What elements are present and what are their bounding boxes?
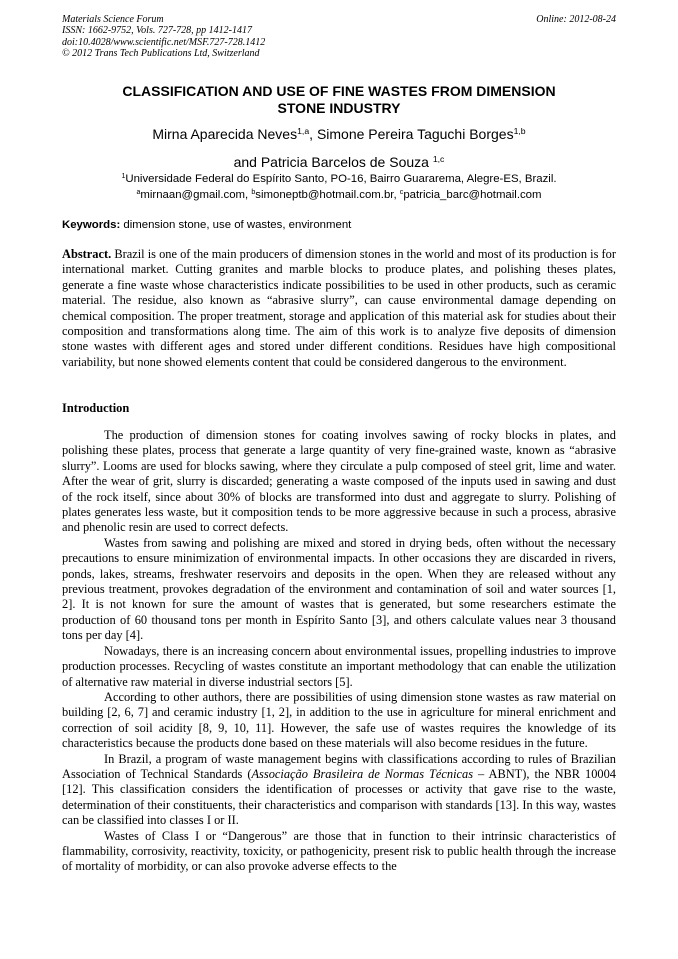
keywords-label: Keywords:	[62, 219, 121, 231]
keywords	[62, 218, 616, 233]
affiliation	[62, 172, 616, 204]
institution: Universidade Federal do Espírito Santo, PO-16, Bairro Guararema, Alegre-ES, Brazil.	[125, 173, 557, 185]
paragraph-part: In Brazil, a program of waste management begins with classifications according to rules of Brazilian Association of Technical Standards (	[62, 751, 616, 781]
email-sup-c: c	[399, 189, 404, 197]
doi-line: doi:10.4028/www.scientific.net/MSF.727-728.1412	[62, 36, 266, 48]
section-heading-introduction: Introduction	[62, 401, 130, 415]
author-1-sup: 1,a	[297, 126, 310, 137]
paragraph-part: – ABNT), the NBR 10004 [12]. This classification considers the identification of processes or activity that gave rise to the waste, determination of their constituents, their characteristics and comparison with standards [13]. In this way, wastes can be classified into classes I or II.	[62, 766, 616, 828]
paragraph: The production of dimension stones for coating involves sawing of rocky blocks in plates, and polishing these plates, process that generate a large quantity of very fine-grained waste, known as “abrasive slurry”. Looms are used for blocks sawing, where they circulate a pulp composed of steel grit, lime and water. After the wear of grit, slurry is discarded; generating a waste composed of the inputs used in sawing and dust of the rock itself, since about 30% of blocks are transformed into dust and aggregate to slurry. Polishing of plates generates less waste, but it composition tends to be more aggressive because in such a process, abrasive and phenolic resin are used to correct defects.	[62, 428, 616, 535]
author-conjunction: and	[233, 154, 261, 170]
copyright-line: © 2012 Trans Tech Publications Ltd, Switzerland	[62, 48, 260, 60]
abstract-text: Brazil is one of the main producers of dimension stones in the world and most of its production is for international market. Cutting granites and marble blocks to produce plates, and polishing theses plates, generate a fine waste whose characteristics indicate possibilities to be used in other products, such as ceramic material. The residue, also known as “abrasive slurry”, can cause environmental damage depending on chemical composition. The proper treatment, storage and application of this material ask for studies about their composition and transformations along time. The aim of this work is to analyze five deposits of dimension stone wastes with different ages and stored under different conditions. Residues have high compositional variability, but none showed elements content that could be considered dangerous to the environment.	[62, 247, 616, 369]
email-sup-b: b	[251, 189, 256, 197]
author-1: Mirna Aparecida Neves	[152, 126, 298, 142]
paragraph: Wastes of Class I or “Dangerous” are those that in function to their intrinsic characteristics of flammability, corrosivity, reactivity, toxicity, or pathogenicity, present risk to public health through the increase of mortality of morbidity, or can also provoke adverse effects to the	[62, 828, 616, 874]
emails-line	[62, 188, 616, 204]
journal-header	[62, 14, 616, 60]
title-line-1: CLASSIFICATION AND USE OF FINE WASTES FROM DIMENSION	[122, 83, 556, 99]
paragraph: Nowadays, there is an increasing concern about environmental issues, propelling industries to improve production processes. Recycling of wastes constitute an important methodology that can enable the utilization of alternative raw material in diverse industrial sectors [5].	[62, 643, 616, 689]
online-date: Online: 2012-08-24	[536, 14, 616, 25]
issn-line: ISSN: 1662-9752, Vols. 727-728, pp 1412-1417	[62, 25, 252, 37]
author-separator: ,	[309, 126, 317, 142]
journal-name: Materials Science Forum	[62, 14, 164, 25]
institution-line	[62, 172, 616, 188]
email-b: simoneptb@hotmail.com.br,	[255, 189, 400, 201]
affil-sup-1: 1	[121, 173, 126, 181]
paragraph: Wastes from sawing and polishing are mixed and stored in drying beds, often without the necessary precautions to ensure minimization of environmental impacts. In other occasions they are discarded in rivers, ponds, lakes, streams, freshwater reservoirs and deposits in the open. When they are released without any previous treatment, provokes degradation of the environment and contamination of soil and water sources [1, 2]. It is not known for sure the amount of wastes that is generated, but some researchers estimate the production of 60 thousand tons per month in Espírito Santo [3], and others calculate values near 3 thousand tons per day [4].	[62, 535, 616, 643]
email-sup-a: a	[136, 189, 141, 197]
paragraph	[62, 752, 616, 829]
paper-title	[62, 83, 616, 117]
author-2-sup: 1,b	[513, 126, 526, 137]
abstract	[62, 247, 616, 370]
author-list	[62, 121, 616, 177]
paragraph: According to other authors, there are possibilities of using dimension stone wastes as raw material on building [2, 6, 7] and ceramic industry [1, 2], in addition to the use in agriculture for mineral enrichment and correction of soil acidity [8, 9, 10, 11]. However, the safe use of wastes requires the knowledge of its characteristics because the products done based on these materials will also become residues in the future.	[62, 689, 616, 751]
author-3: Patricia Barcelos de Souza	[260, 154, 433, 170]
email-a: mirnaan@gmail.com,	[140, 189, 252, 201]
abstract-label: Abstract.	[62, 247, 112, 261]
paragraph-italic: Associação Brasileira de Normas Técnicas	[251, 766, 474, 781]
author-2: Simone Pereira Taguchi Borges	[316, 126, 514, 142]
title-line-2: STONE INDUSTRY	[277, 100, 401, 116]
keywords-text: dimension stone, use of wastes, environment	[120, 219, 352, 231]
author-3-sup: 1,c	[432, 154, 445, 165]
email-c: patricia_barc@hotmail.com	[403, 189, 542, 201]
author-line-1	[62, 121, 616, 149]
introduction-body	[62, 428, 616, 875]
